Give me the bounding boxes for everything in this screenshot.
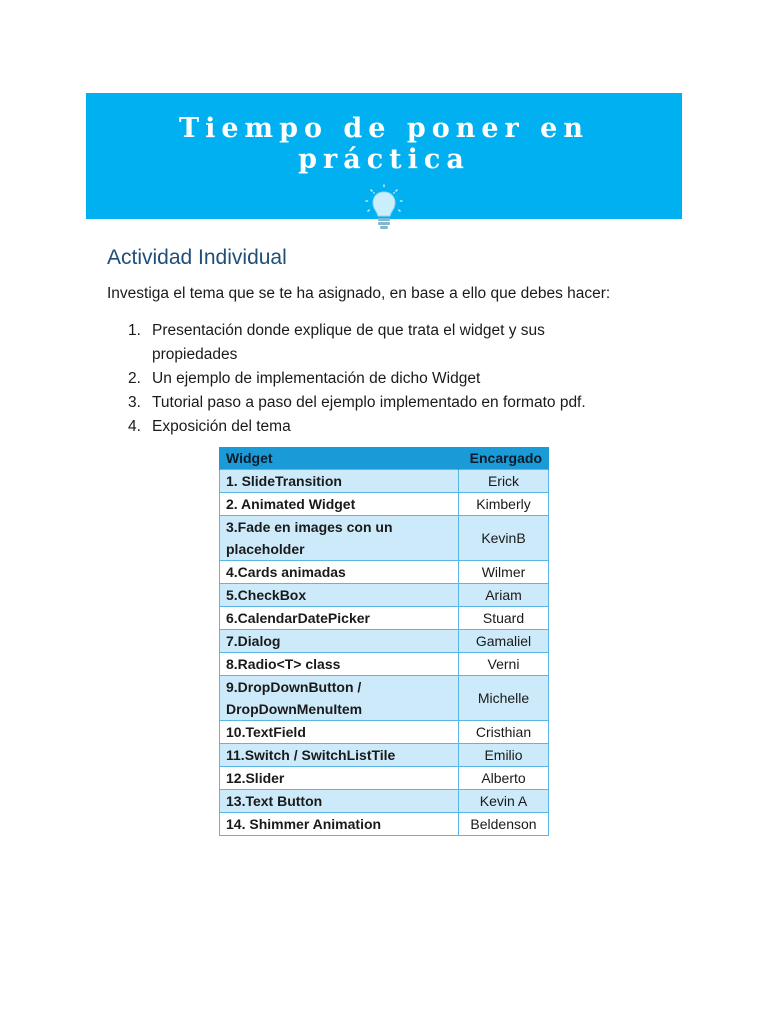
- encargado-cell: Cristhian: [459, 721, 549, 744]
- list-number: 3.: [128, 394, 141, 411]
- list-item: [128, 367, 688, 391]
- list-text: Tutorial paso a paso del ejemplo implementado en formato pdf.: [152, 394, 586, 411]
- table-row: [220, 813, 549, 836]
- list-number: 1.: [128, 322, 141, 339]
- table-row: [220, 744, 549, 767]
- encargado-cell: Alberto: [459, 767, 549, 790]
- title-banner: [86, 93, 682, 219]
- table-row: [220, 630, 549, 653]
- list-item: [128, 415, 688, 439]
- task-list: [128, 319, 688, 439]
- lightbulb-icon: [364, 183, 404, 233]
- encargado-cell: Erick: [459, 470, 549, 493]
- widget-cell: 5.CheckBox: [220, 584, 459, 607]
- encargado-cell: KevinB: [459, 516, 549, 561]
- widget-cell: 11.Switch / SwitchListTile: [220, 744, 459, 767]
- banner-title: Tiempo de poner en práctica: [179, 113, 589, 175]
- list-text: Un ejemplo de implementación de dicho Widget: [152, 370, 481, 387]
- encargado-cell: Wilmer: [459, 561, 549, 584]
- encargado-cell: Kimberly: [459, 493, 549, 516]
- list-text: Exposición del tema: [152, 418, 291, 435]
- widget-cell: 4.Cards animadas: [220, 561, 459, 584]
- encargado-cell: Kevin A: [459, 790, 549, 813]
- table-row: [220, 584, 549, 607]
- table-row: [220, 607, 549, 630]
- widget-cell: 8.Radio<T> class: [220, 653, 459, 676]
- table-row: [220, 767, 549, 790]
- encargado-cell: Ariam: [459, 584, 549, 607]
- encargado-cell: Verni: [459, 653, 549, 676]
- table-row: [220, 653, 549, 676]
- widget-cell: 1. SlideTransition: [220, 470, 459, 493]
- table-row: [220, 516, 549, 561]
- section-heading: Actividad Individual: [107, 246, 287, 269]
- encargado-cell: Beldenson: [459, 813, 549, 836]
- list-item: [128, 319, 688, 367]
- list-number: 4.: [128, 418, 141, 435]
- header-widget: Widget: [220, 447, 459, 470]
- list-item: [128, 391, 688, 415]
- encargado-cell: Emilio: [459, 744, 549, 767]
- table-row: [220, 561, 549, 584]
- table-row: [220, 721, 549, 744]
- widget-cell: 10.TextField: [220, 721, 459, 744]
- header-encargado: Encargado: [459, 447, 549, 470]
- table-row: [220, 790, 549, 813]
- table-row: [220, 470, 549, 493]
- widget-cell: 12.Slider: [220, 767, 459, 790]
- intro-text: Investiga el tema que se te ha asignado, en base a ello que debes hacer:: [107, 285, 611, 302]
- encargado-cell: Michelle: [459, 676, 549, 721]
- widget-cell: 14. Shimmer Animation: [220, 813, 459, 836]
- list-text: Presentación donde explique de que trata el widget y sus propiedades: [152, 322, 545, 363]
- assignment-table: [219, 447, 549, 836]
- widget-cell: 6.CalendarDatePicker: [220, 607, 459, 630]
- widget-cell: 13.Text Button: [220, 790, 459, 813]
- table-header-row: [220, 447, 549, 470]
- list-number: 2.: [128, 370, 141, 387]
- table-row: [220, 676, 549, 721]
- widget-cell: 3.Fade en images con un placeholder: [220, 516, 459, 561]
- encargado-cell: Stuard: [459, 607, 549, 630]
- widget-cell: 9.DropDownButton / DropDownMenuItem: [220, 676, 459, 721]
- widget-cell: 2. Animated Widget: [220, 493, 459, 516]
- encargado-cell: Gamaliel: [459, 630, 549, 653]
- table-row: [220, 493, 549, 516]
- widget-cell: 7.Dialog: [220, 630, 459, 653]
